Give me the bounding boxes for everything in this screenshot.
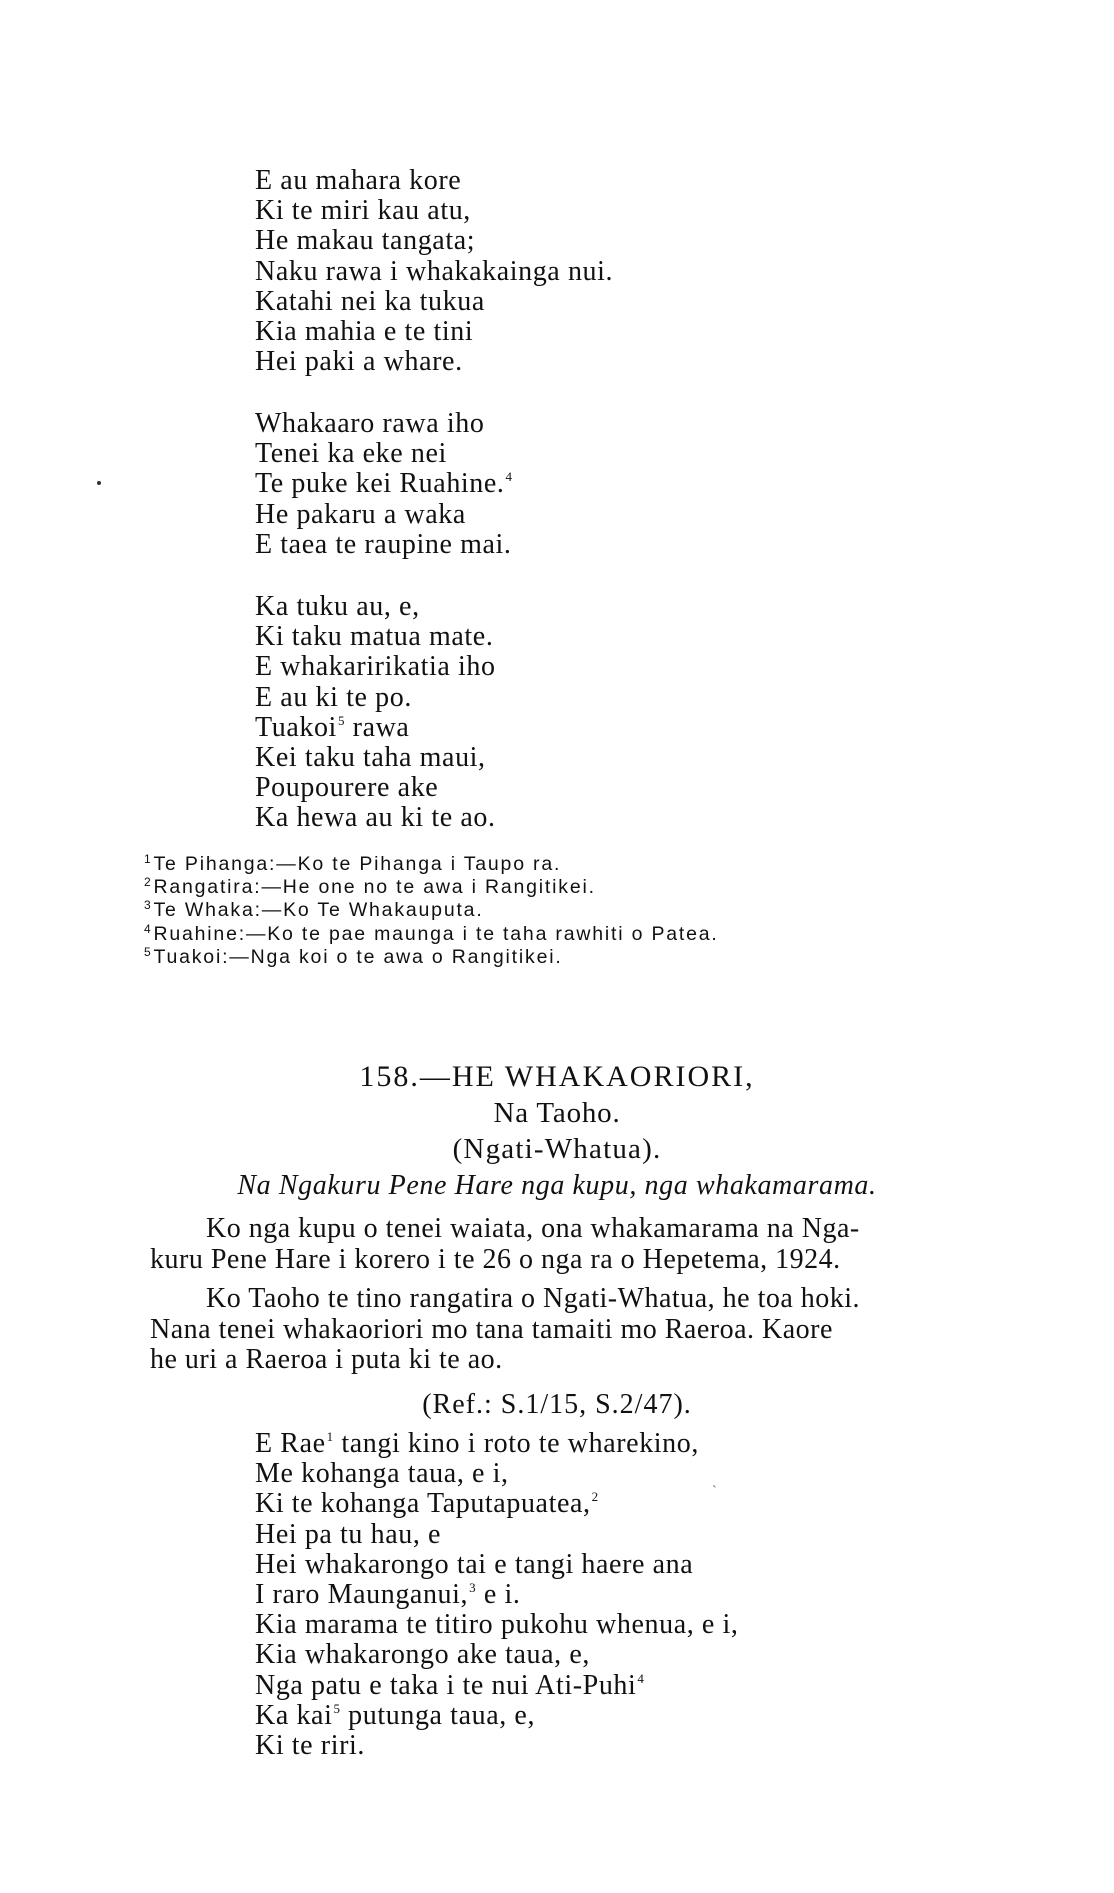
verse-line: [255, 1429, 739, 1459]
song-reference: (Ref.: S.1/15, S.2/47).: [422, 1389, 692, 1420]
footnotes: [144, 853, 719, 969]
verse-line: [255, 1640, 739, 1670]
verse-line: [255, 469, 513, 499]
verse-line: [255, 1489, 739, 1519]
verse-line-text: Ka kai: [255, 1699, 333, 1731]
verse-line: Whakaaro rawa iho: [255, 408, 485, 439]
stanza-3: [255, 592, 496, 834]
verse-line: [255, 1459, 739, 1489]
verse-line: E taea te raupine mai.: [255, 528, 512, 560]
verse-line: Kei taku taha maui,: [255, 742, 486, 774]
verse-line: E au ki te po.: [255, 681, 412, 713]
song-tribe: (Ngati-Whatua).: [452, 1133, 662, 1165]
verse-line: Ka hewa au ki te ao.: [255, 802, 496, 834]
verse-line: Ka tuku au, e,: [255, 591, 420, 622]
verse-line: [255, 1520, 739, 1550]
verse-line: [255, 713, 496, 743]
verse-line-text: Tuakoi: [255, 711, 337, 743]
verse-line-text: Kia marama te titiro pukohu whenua, e i,: [255, 1609, 739, 1641]
footnote-number: 5: [144, 944, 153, 959]
footnote-number: 1: [144, 852, 153, 866]
footnote-number: 3: [144, 898, 153, 913]
verse-line: [255, 1671, 739, 1701]
intro-paragraph: [150, 1214, 990, 1275]
footnote: [144, 899, 719, 922]
footnote: [144, 876, 719, 899]
song-heading: 158.—HE WHAKAORIORI,: [359, 1060, 755, 1093]
verse-line-text: e i.: [476, 1579, 521, 1611]
verse-line: [255, 1580, 739, 1610]
verse-line-text: Me kohanga taua, e i,: [255, 1458, 509, 1490]
footnote-text: Tuakoi:—Nga koi o te awa o Rangitikei.: [153, 945, 563, 968]
song-author: Na Taoho.: [493, 1097, 621, 1129]
song-verse: [255, 1429, 739, 1761]
verse-line-text: Hei pa tu hau, e: [255, 1518, 442, 1550]
verse-line-text: E Rae: [255, 1428, 326, 1459]
verse-line: He makau tangata;: [255, 225, 476, 257]
verse-line: [255, 1550, 739, 1580]
intro-paragraph: [150, 1284, 990, 1376]
verse-line-text: Ki te kohanga Taputapuatea,: [255, 1488, 591, 1520]
footnote: [144, 853, 719, 876]
footnote-ref: 1: [326, 1429, 334, 1444]
paragraph-line: kuru Pene Hare i korero i te 26 o nga ra o Hepetema, 1924.: [150, 1243, 841, 1275]
verse-line: E au mahara kore: [255, 165, 462, 196]
verse-line-text: putunga taua, e,: [340, 1699, 536, 1731]
footnote-ref: 4: [505, 469, 513, 485]
stanza-2: [255, 409, 513, 560]
verse-line: Kia mahia e te tini: [255, 316, 474, 348]
footnote-ref: 5: [333, 1700, 341, 1716]
verse-line: He pakaru a waka: [255, 498, 466, 530]
verse-line: E whakaririkatia iho: [255, 651, 496, 683]
verse-line-text: rawa: [345, 711, 410, 743]
footnote: [144, 946, 719, 969]
paragraph-line: Nana tenei whakaoriori mo tana tamaiti mo Raeroa. Kaore: [150, 1313, 833, 1345]
stray-mark: [97, 481, 101, 485]
verse-line: Hei paki a whare.: [255, 346, 463, 378]
verse-line: Katahi nei ka tukua: [255, 285, 485, 317]
paragraph-line: he uri a Raeroa i puta ki te ao.: [150, 1344, 503, 1375]
footnote-text: Ruahine:—Ko te pae maunga i te taha rawhiti o Patea.: [153, 922, 719, 945]
verse-line-text: Nga patu e taka i te nui Ati-Puhi: [255, 1669, 637, 1701]
footnote-number: 2: [144, 875, 153, 890]
verse-line-text: Hei whakarongo tai e tangi haere ana: [255, 1548, 694, 1580]
song-subtitle: Na Ngakuru Pene Hare nga kupu, nga whakamarama.: [237, 1170, 877, 1201]
paragraph-line: Ko Taoho te tino rangatira o Ngati-Whatua, he toa hoki.: [206, 1283, 861, 1314]
verse-line: Naku rawa i whakakainga nui.: [255, 255, 614, 287]
verse-line: Tenei ka eke nei: [255, 438, 447, 470]
verse-line-text: Kia whakarongo ake taua, e,: [255, 1639, 590, 1671]
stray-mark: `: [712, 1484, 717, 1499]
stanza-1: [255, 166, 613, 377]
footnote-ref: 4: [637, 1670, 645, 1686]
footnote: [144, 923, 719, 946]
verse-line-text: tangi kino i roto te wharekino,: [333, 1428, 699, 1459]
verse-line: Poupourere ake: [255, 772, 439, 804]
footnote-number: 4: [144, 921, 153, 936]
footnote-text: Te Pihanga:—Ko te Pihanga i Taupo ra.: [153, 853, 562, 875]
verse-line-text: I raro Maunganui,: [255, 1579, 469, 1611]
verse-line-text: Ki te riri.: [255, 1730, 366, 1762]
paragraph-line: Ko nga kupu o tenei waiata, ona whakamarama na Nga-: [206, 1213, 860, 1244]
footnote-text: Rangatira:—He one no te awa i Rangitikei.: [153, 876, 596, 899]
footnote-ref: 2: [591, 1489, 599, 1505]
verse-line: [255, 1610, 739, 1640]
verse-line: Ki taku matua mate.: [255, 621, 494, 653]
verse-line: Ki te miri kau atu,: [255, 195, 471, 227]
verse-line: [255, 1701, 739, 1731]
verse-line-text: Te puke kei Ruahine.: [255, 468, 505, 500]
footnote-text: Te Whaka:—Ko Te Whakauputa.: [153, 899, 484, 922]
footnote-ref: 5: [337, 712, 346, 728]
footnote-ref: 3: [469, 1580, 477, 1596]
verse-line: [255, 1731, 739, 1761]
